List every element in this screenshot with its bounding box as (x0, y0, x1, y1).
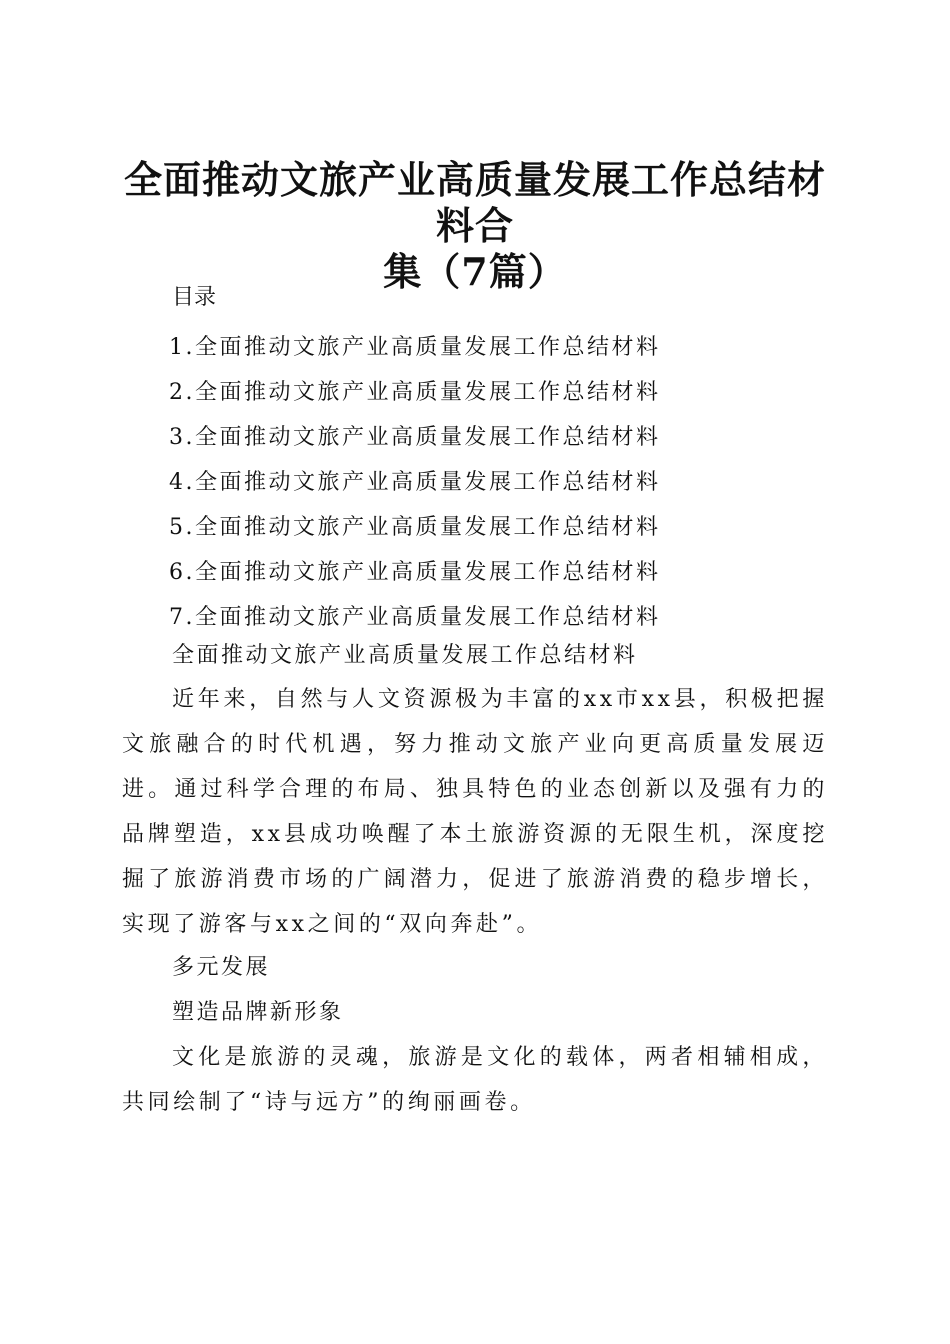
subheading-diversified-development: 多元发展 (172, 955, 271, 980)
document-title-line-1: 全面推动文旅产业高质量发展工作总结材料合 (123, 157, 826, 249)
toc-heading: 目录 (172, 285, 217, 310)
subheading-brand-image: 塑造品牌新形象 (172, 1000, 344, 1025)
toc-item-5: 5.全面推动文旅产业高质量发展工作总结材料 (169, 515, 661, 540)
culture-tourism-paragraph: 文化是旅游的灵魂，旅游是文化的载体，两者相辅相成，共同绘制了“诗与远方”的绚丽画卷。 (122, 1045, 828, 1115)
toc-item-2: 2.全面推动文旅产业高质量发展工作总结材料 (169, 380, 661, 405)
table-of-contents (169, 325, 661, 640)
document-title (110, 157, 840, 295)
toc-item-7: 7.全面推动文旅产业高质量发展工作总结材料 (169, 605, 661, 630)
intro-paragraph: 近年来，自然与人文资源极为丰富的xx市xx县，积极把握文旅融合的时代机遇，努力推动文旅产业向更高质量发展迈进。通过科学合理的布局、独具特色的业态创新以及强有力的品牌塑造，xx县成功唤醒了本土旅游资源的无限生机，深度挖掘了旅游消费市场的广阔潜力，促进了旅游消费的稳步增长，实现了游客与xx之间的“双向奔赴”。 (122, 687, 828, 937)
section-title: 全面推动文旅产业高质量发展工作总结材料 (172, 643, 638, 668)
toc-item-6: 6.全面推动文旅产业高质量发展工作总结材料 (169, 560, 661, 585)
toc-item-4: 4.全面推动文旅产业高质量发展工作总结材料 (169, 470, 661, 495)
document-title-line-2: 集（7篇） (383, 249, 567, 295)
toc-item-3: 3.全面推动文旅产业高质量发展工作总结材料 (169, 425, 661, 450)
toc-item-1: 1.全面推动文旅产业高质量发展工作总结材料 (169, 335, 661, 360)
